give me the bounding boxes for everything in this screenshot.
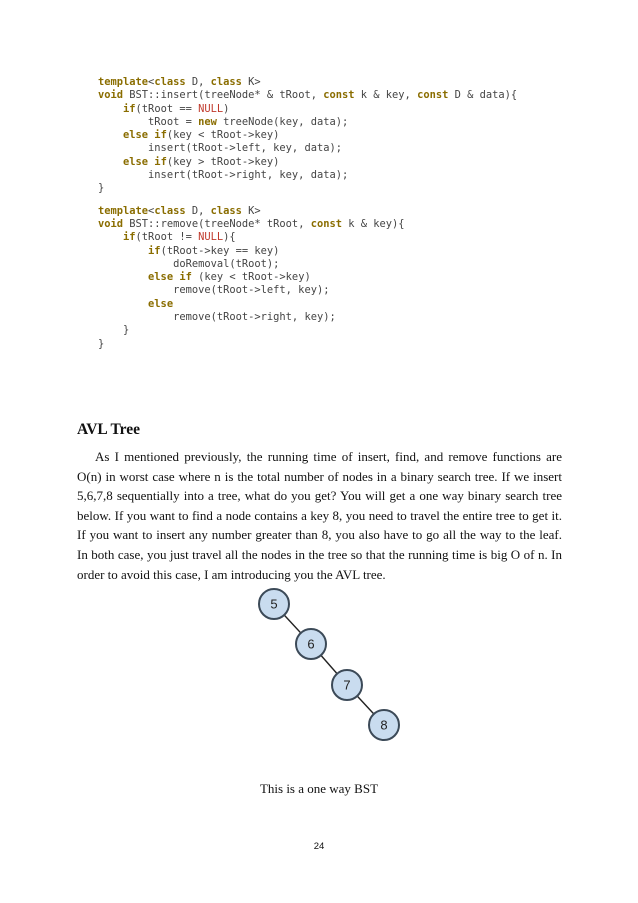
code-token: const (323, 89, 355, 102)
code-token: class (154, 204, 186, 217)
code-token: new (198, 115, 217, 128)
code-line (98, 169, 558, 182)
code-line (98, 103, 558, 116)
code-token: k & key, (354, 89, 418, 102)
section-paragraph: As I mentioned previously, the running time of insert, find, and remove functions are O(n) in worst case where n is the total number of nodes in a binary search tree. If we insert 5,6,7,8 sequentially into a tree, what do you get? You will get a one way binary search tree below. If you want to find a node contains a key 8, you need to travel the entire tree to get it. If you want to insert any number greater than 8, you also have to go all the way to the leaf. In both case, you just travel all the nodes in the tree so that the running time is big O of n. In order to avoid this case, I am introducing you the AVL tree. (77, 449, 562, 582)
code-token: tRoot = (98, 115, 199, 128)
code-token: < (148, 204, 155, 217)
code-token (98, 245, 148, 257)
code-token: else if (148, 271, 192, 284)
code-token: NULL (198, 231, 224, 244)
code-line (98, 129, 558, 142)
code-line (98, 338, 558, 351)
code-token: BST::remove(treeNode* tRoot, (123, 217, 311, 230)
code-token: D & data){ (448, 89, 518, 102)
code-token: insert(tRoot->left, key, data); (98, 142, 342, 155)
figure-caption: This is a one way BST (259, 781, 379, 796)
code-token: } (98, 337, 105, 350)
code-token: (tRoot->key == key) (160, 244, 280, 257)
code-token: remove(tRoot->left, key); (98, 284, 330, 297)
code-token: (key < tRoot->key) (166, 129, 280, 142)
code-line (98, 156, 558, 169)
tree-node-label: 5 (270, 596, 278, 612)
code-line (98, 142, 558, 155)
code-line (98, 218, 558, 231)
code-line (98, 182, 558, 195)
code-token: class (210, 76, 242, 88)
one-way-bst-diagram (245, 585, 415, 750)
code-token: < (148, 76, 155, 88)
code-token: k & key){ (341, 217, 405, 230)
tree-node-label: 7 (343, 677, 351, 693)
code-token: if (123, 102, 136, 115)
code-token (98, 271, 148, 283)
code-token: else if (123, 129, 167, 142)
code-token (98, 156, 123, 168)
code-token: K> (241, 76, 261, 88)
code-token: if (148, 244, 161, 257)
tree-node-label: 6 (307, 636, 315, 652)
code-token (98, 103, 123, 115)
code-line (98, 116, 558, 129)
code-listing (98, 76, 558, 351)
code-token: } (98, 182, 105, 195)
code-token (98, 129, 123, 141)
code-token: else (148, 297, 174, 310)
code-line (98, 271, 558, 284)
code-line (98, 258, 558, 271)
code-token: void (98, 217, 124, 230)
code-token: (key < tRoot->key) (191, 271, 311, 284)
code-token: class (210, 204, 242, 217)
code-token: template (98, 204, 149, 217)
code-token: class (154, 76, 186, 88)
code-token: } (98, 324, 130, 337)
page-number: 24 (313, 841, 325, 852)
code-token: D, (185, 76, 211, 88)
code-line (98, 311, 558, 324)
tree-node-label: 8 (380, 717, 388, 733)
code-token: (tRoot != (135, 231, 199, 244)
code-token: (key > tRoot->key) (166, 155, 280, 168)
code-token: if (123, 231, 136, 244)
code-token: ) (223, 102, 230, 115)
code-token: ){ (223, 231, 236, 244)
code-token: NULL (198, 102, 224, 115)
code-line (98, 231, 558, 244)
code-line (98, 284, 558, 297)
code-token: doRemoval(tRoot); (98, 257, 280, 270)
code-token (98, 231, 123, 243)
code-token: template (98, 76, 149, 88)
code-token: treeNode(key, data); (216, 115, 349, 128)
code-line (98, 245, 558, 258)
code-line (98, 89, 558, 102)
code-token: D, (185, 204, 211, 217)
code-token: remove(tRoot->right, key); (98, 311, 336, 324)
code-token: insert(tRoot->right, key, data); (98, 169, 349, 182)
code-line (98, 76, 558, 89)
code-line (98, 298, 558, 311)
section-heading: AVL Tree (77, 421, 141, 438)
code-block-gap (98, 196, 558, 205)
code-token: const (417, 89, 449, 102)
code-token: const (310, 217, 342, 230)
code-line (98, 324, 558, 337)
code-token: else if (123, 155, 167, 168)
code-token: K> (241, 204, 261, 217)
code-token: (tRoot == (135, 102, 199, 115)
code-line (98, 205, 558, 218)
code-token: void (98, 89, 124, 102)
code-token (98, 298, 148, 310)
code-token: BST::insert(treeNode* & tRoot, (123, 89, 324, 102)
